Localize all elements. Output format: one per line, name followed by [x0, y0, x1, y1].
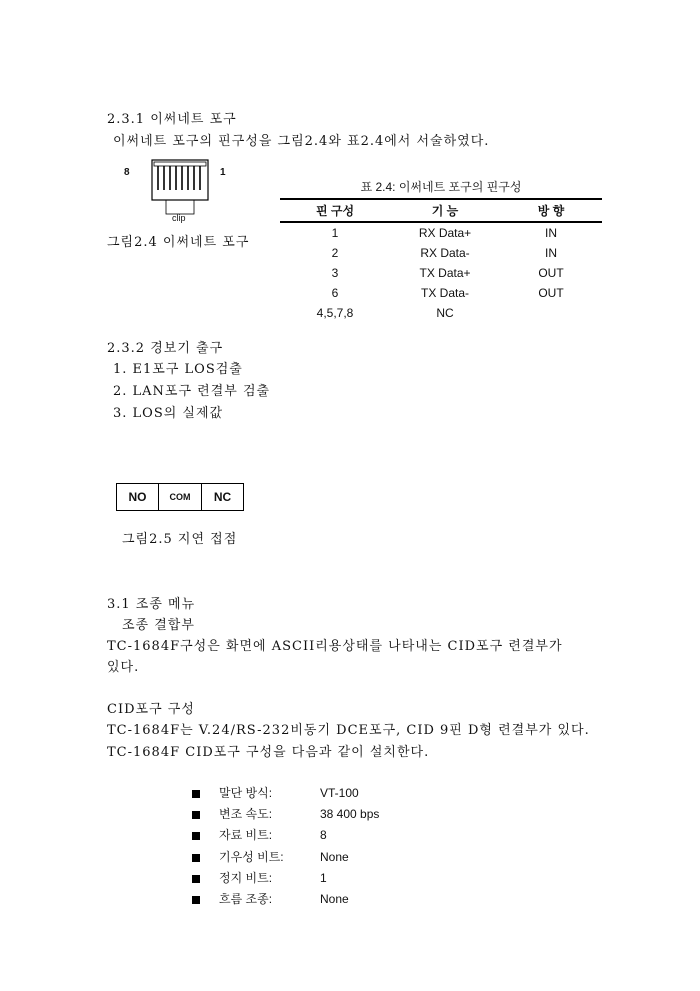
paragraph-line: TC-1684F는 V.24/RS-232비동기 DCE포구, CID 9핀 D형 련결부가 있다.: [107, 723, 590, 738]
table-cell: OUT: [538, 266, 564, 280]
table-row: [280, 243, 602, 263]
section-heading-2-3-1: 2.3.1 이써네트 포구: [107, 112, 237, 127]
list-item: 2. LAN포구 련결부 검출: [113, 384, 271, 399]
setting-label: 정지 비트:: [219, 871, 273, 885]
table-cell: 6: [331, 286, 339, 300]
setting-row: [192, 805, 379, 822]
port-config-heading: CID포구 구성: [107, 702, 195, 717]
rj45-connector-icon: [150, 158, 210, 220]
bullet-square-icon: [192, 832, 200, 840]
table-cell: 3: [331, 266, 339, 280]
list-item: 3. LOS의 실제값: [113, 406, 224, 421]
setting-row: [192, 826, 327, 843]
relay-nc-box: NC: [213, 490, 232, 504]
paragraph-line: TC-1684F CID포구 구성을 다음과 같이 설치한다.: [107, 745, 430, 760]
table-cell: TX Data-: [420, 286, 469, 300]
setting-value: None: [320, 892, 349, 906]
setting-label: 말단 방식:: [219, 786, 273, 800]
section-heading-2-3-2: 2.3.2 경보기 출구: [107, 341, 224, 356]
bullet-square-icon: [192, 811, 200, 819]
bullet-square-icon: [192, 896, 200, 904]
table-cell: [500, 303, 602, 323]
bullet-square-icon: [192, 854, 200, 862]
setting-value: VT-100: [320, 786, 359, 800]
table-header: 기 능: [390, 199, 500, 222]
table-row: [280, 222, 602, 243]
setting-value: 38 400 bps: [320, 807, 380, 821]
pin-config-table: [280, 178, 602, 323]
table-cell: IN: [545, 226, 557, 240]
subsection-heading: 조종 결합부: [122, 618, 195, 633]
table-cell: RX Data-: [420, 246, 470, 260]
table-row: [280, 303, 602, 323]
setting-label: 기우성 비트:: [219, 850, 284, 864]
paragraph-line: TC-1684F구성은 화면에 ASCII리용상태를 나타내는 CID포구 련결부가: [107, 639, 563, 654]
connector-pin-1-label: 1: [220, 167, 226, 178]
figure-2-4-caption: 그림2.4 이써네트 포구: [107, 235, 250, 250]
paragraph-line: 있다.: [107, 660, 140, 675]
clip-label: clip: [172, 213, 186, 223]
table-header: 방 향: [500, 199, 602, 222]
table-header: 핀 구성: [280, 199, 390, 222]
table-cell: RX Data+: [418, 226, 472, 240]
setting-row: [192, 848, 349, 865]
table-cell: OUT: [538, 286, 564, 300]
list-item: 1. E1포구 LOS검출: [113, 362, 243, 377]
setting-label: 흐름 조종:: [219, 892, 273, 906]
setting-label: 변조 속도:: [219, 807, 273, 821]
setting-value: 8: [320, 828, 327, 842]
table-cell: TX Data+: [419, 266, 471, 280]
setting-value: 1: [320, 871, 327, 885]
setting-row: [192, 869, 327, 886]
setting-label: 자료 비트:: [219, 828, 273, 842]
section-heading-3-1: 3.1 조종 메뉴: [107, 597, 196, 612]
relay-contacts-diagram: [116, 483, 244, 511]
table-title: 표 2.4: 이써네트 포구의 핀구성: [360, 180, 522, 194]
bullet-square-icon: [192, 790, 200, 798]
section-description: 이써네트 포구의 핀구성을 그림2.4와 표2.4에서 서술하였다.: [113, 134, 490, 149]
setting-row: [192, 784, 359, 801]
setting-row: [192, 890, 349, 907]
bullet-square-icon: [192, 875, 200, 883]
relay-com-box: COM: [159, 484, 202, 510]
relay-no-box: NO: [117, 484, 159, 510]
connector-pin-8-label: 8: [124, 167, 130, 178]
table-cell: 1: [331, 226, 339, 240]
setting-value: None: [320, 850, 349, 864]
table-row: [280, 283, 602, 303]
table-cell: 2: [331, 246, 339, 260]
table-cell: NC: [436, 306, 454, 320]
table-cell: 4,5,7,8: [316, 306, 354, 320]
table-cell: IN: [545, 246, 557, 260]
table-row: [280, 263, 602, 283]
figure-2-5-caption: 그림2.5 지연 접점: [122, 532, 238, 547]
